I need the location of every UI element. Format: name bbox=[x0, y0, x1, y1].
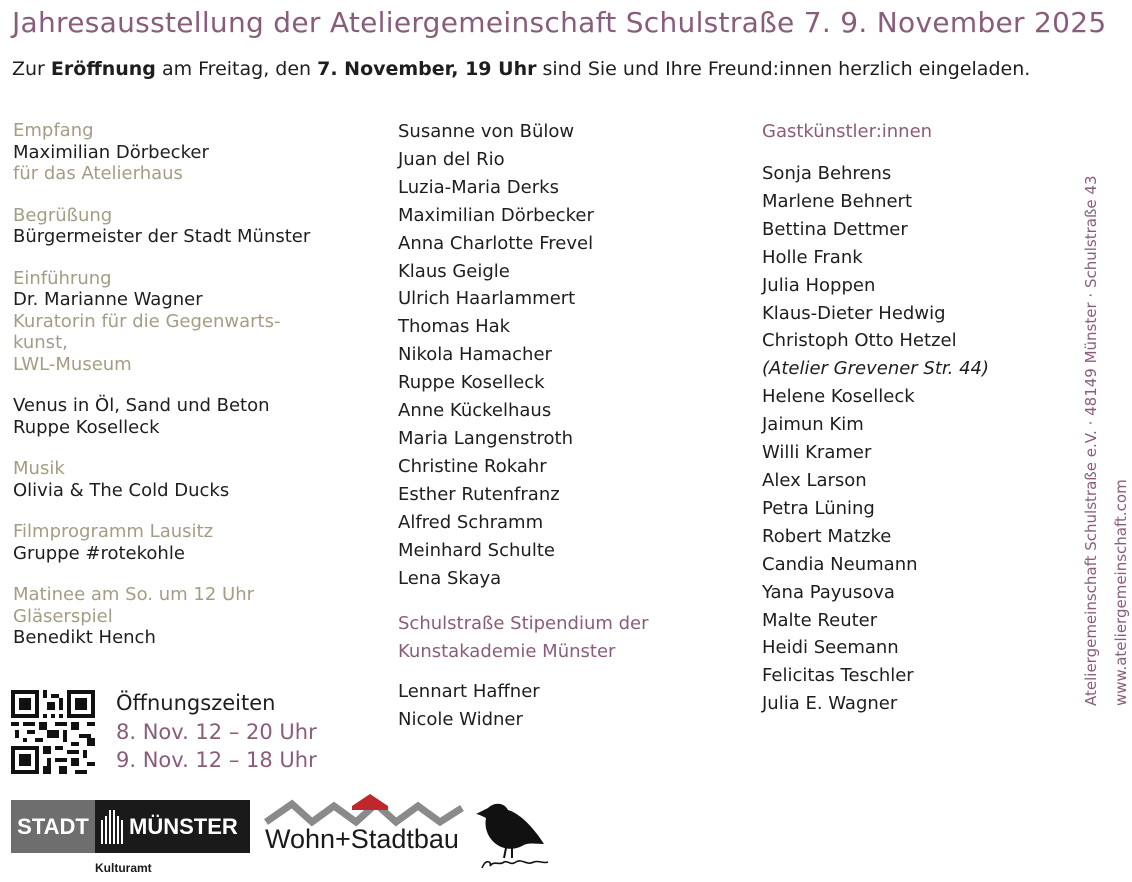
program-line: Ruppe Koselleck bbox=[13, 416, 160, 438]
member-name: Anne Kückelhaus bbox=[398, 400, 552, 422]
member-name: Alfred Schramm bbox=[398, 511, 544, 533]
program-block bbox=[13, 458, 373, 501]
guest-name: Christoph Otto Hetzel bbox=[762, 330, 957, 352]
member-name: Juan del Rio bbox=[398, 148, 505, 170]
member-name: Anna Charlotte Frevel bbox=[398, 232, 594, 254]
program-label: Filmprogramm Lausitz bbox=[13, 521, 214, 542]
members-column bbox=[398, 118, 728, 734]
guests-note: (Atelier Grevener Str. 44) bbox=[762, 358, 990, 380]
guest-name: Klaus-Dieter Hedwig bbox=[762, 302, 946, 324]
program-label: Begrüßung bbox=[13, 204, 113, 226]
logo-text-muenster: MÜNSTER bbox=[129, 813, 238, 839]
program-block bbox=[13, 584, 373, 649]
program-label: Musik bbox=[13, 458, 65, 479]
program-line: kunst, bbox=[13, 332, 68, 353]
page-title: Jahresausstellung der Ateliergemeinschaft Schulstraße 7. 9. November 2025 bbox=[12, 6, 1107, 39]
member-name: Lena Skaya bbox=[398, 567, 502, 589]
member-name: Meinhard Schulte bbox=[398, 539, 555, 561]
cathedral-bars-icon bbox=[101, 810, 123, 844]
guest-name: Sonja Behrens bbox=[762, 163, 892, 184]
program-block bbox=[13, 395, 373, 438]
member-name: Maria Langenstroth bbox=[398, 427, 574, 449]
scholarship-heading: Schulstraße Stipendium der Kunstakademie Münster bbox=[398, 613, 649, 663]
guest-name: Bettina Dettmer bbox=[762, 218, 908, 240]
program-line: für das Atelierhaus bbox=[13, 163, 183, 184]
program-label: Einführung bbox=[13, 267, 112, 289]
guest-name: Alex Larson bbox=[762, 469, 867, 491]
program-line: Maximilian Dörbecker bbox=[13, 141, 209, 163]
program-line: Dr. Marianne Wagner bbox=[13, 289, 203, 310]
guest-name: Candia Neumann bbox=[762, 553, 918, 575]
program-line: LWL-Museum bbox=[13, 353, 132, 375]
program-line: Gruppe #rotekohle bbox=[13, 542, 185, 564]
member-name: Luzia-Maria Derks bbox=[398, 176, 559, 198]
intro-text: Zur Eröffnung am Freitag, den 7. November, 19 Uhr sind Sie und Ihre Freund:innen herzlich eingeladen. bbox=[12, 58, 1031, 80]
program-line: Olivia & The Cold Ducks bbox=[13, 479, 230, 501]
qr-code-icon bbox=[11, 690, 95, 774]
guest-name: Petra Lüning bbox=[762, 497, 875, 519]
guest-name: Heidi Seemann bbox=[762, 637, 899, 659]
guests-list bbox=[762, 160, 1062, 355]
program-line: Benedikt Hench bbox=[13, 627, 156, 648]
scholar-name: Nicole Widner bbox=[398, 709, 523, 731]
stadt-muenster-logo bbox=[11, 800, 250, 853]
scholarship-list bbox=[398, 678, 728, 734]
member-name: Christine Rokahr bbox=[398, 455, 547, 477]
program-block bbox=[13, 205, 373, 248]
guest-name: Jaimun Kim bbox=[762, 414, 864, 436]
program-block bbox=[13, 521, 373, 564]
program-line: Bürgermeister der Stadt Münster bbox=[13, 226, 311, 247]
program-line: Gläserspiel bbox=[13, 605, 113, 627]
opening-hours-day: 8. Nov. 12 – 20 Uhr bbox=[116, 720, 317, 744]
guest-name: Yana Payusova bbox=[762, 581, 895, 603]
address-line: Ateliergemeinschaft Schulstraße e.V. · 48149 Münster · Schulstraße 43 bbox=[1082, 175, 1100, 706]
wohn-stadtbau-wordmark: Wohn+Stadtbau bbox=[265, 824, 459, 854]
member-name: Maximilian Dörbecker bbox=[398, 204, 594, 226]
program-column bbox=[13, 120, 373, 669]
opening-hours-day: 9. Nov. 12 – 18 Uhr bbox=[116, 748, 317, 772]
opening-hours-title: Öffnungszeiten bbox=[116, 691, 276, 715]
bird-logo-icon bbox=[474, 800, 550, 874]
logo-block-muenster bbox=[95, 800, 250, 853]
scholar-name: Lennart Haffner bbox=[398, 681, 540, 703]
guest-name: Robert Matzke bbox=[762, 525, 892, 547]
member-name: Ulrich Haarlammert bbox=[398, 288, 576, 310]
member-name: Nikola Hamacher bbox=[398, 344, 552, 366]
guests-heading: Gastkünstler:innen bbox=[762, 121, 933, 142]
program-label: Empfang bbox=[13, 120, 94, 141]
guests-list-2 bbox=[762, 383, 1062, 718]
member-name: Thomas Hak bbox=[398, 316, 511, 338]
vertical-address bbox=[1076, 176, 1132, 707]
program-line: Kuratorin für die Gegenwarts- bbox=[13, 310, 281, 332]
member-name: Esther Rutenfranz bbox=[398, 483, 560, 505]
program-block bbox=[13, 120, 373, 185]
program-label: Matinee am So. um 12 Uhr bbox=[13, 584, 255, 605]
guests-column bbox=[762, 118, 1062, 718]
guest-name: Holle Frank bbox=[762, 246, 863, 268]
guest-name: Julia E. Wagner bbox=[762, 693, 898, 715]
member-name: Susanne von Bülow bbox=[398, 121, 575, 142]
member-name: Ruppe Koselleck bbox=[398, 372, 545, 394]
members-list bbox=[398, 118, 728, 592]
website-line[interactable]: www.ateliergemeinschaft.com bbox=[1112, 479, 1130, 706]
logo-text-stadt: STADT bbox=[11, 800, 95, 853]
program-block bbox=[13, 268, 373, 376]
member-name: Klaus Geigle bbox=[398, 260, 510, 282]
kulturamt-label: Kulturamt bbox=[95, 861, 152, 875]
guest-name: Helene Koselleck bbox=[762, 386, 915, 408]
guest-name: Julia Hoppen bbox=[762, 274, 876, 296]
guest-name: Marlene Behnert bbox=[762, 190, 913, 212]
guest-name: Willi Kramer bbox=[762, 442, 872, 464]
guest-name: Felicitas Teschler bbox=[762, 665, 914, 687]
opening-hours bbox=[116, 688, 317, 774]
guest-name: Malte Reuter bbox=[762, 609, 878, 631]
program-line: Venus in Öl, Sand und Beton bbox=[13, 395, 270, 416]
